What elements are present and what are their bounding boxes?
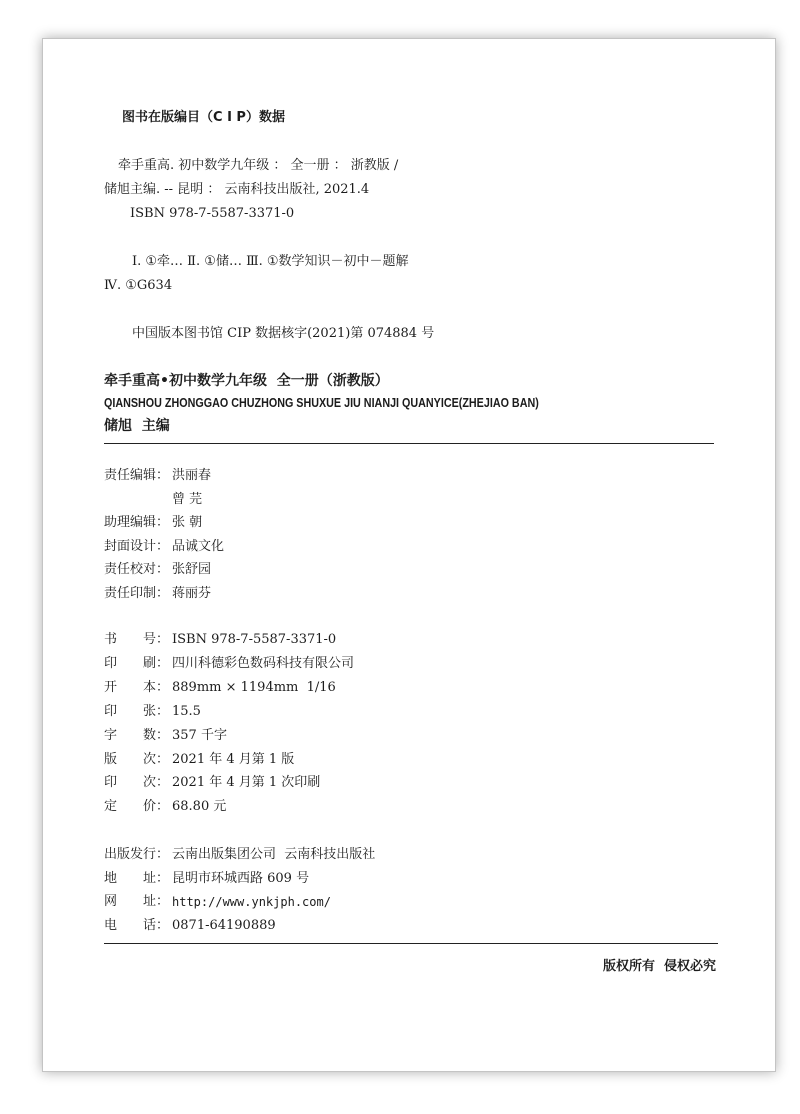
staff-row bbox=[104, 539, 224, 555]
spec-row bbox=[104, 728, 227, 744]
divider-bottom bbox=[104, 943, 718, 944]
spec-value: 15.5 bbox=[172, 704, 201, 719]
separator: ： bbox=[156, 799, 170, 814]
publisher-row bbox=[104, 894, 331, 910]
publisher-website: http://www.ynkjph.com/ bbox=[172, 895, 331, 909]
spec-row bbox=[104, 775, 320, 791]
spec-row bbox=[104, 632, 336, 648]
spec-label: 书号 bbox=[104, 632, 156, 647]
separator: ： bbox=[156, 752, 170, 767]
cip-record-number: 中国版本图书馆 CIP 数据核字(2021)第 074884 号 bbox=[132, 326, 435, 341]
staff-value: 张舒园 bbox=[172, 562, 212, 577]
spec-label: 版次 bbox=[104, 752, 156, 767]
separator: ： bbox=[156, 871, 170, 886]
separator: ： bbox=[156, 847, 170, 862]
separator: ： bbox=[156, 468, 170, 483]
staff-value: 蒋丽芬 bbox=[172, 586, 212, 601]
publisher-row bbox=[104, 871, 309, 887]
separator: ： bbox=[156, 775, 170, 790]
separator: ： bbox=[156, 680, 170, 695]
staff-row bbox=[104, 586, 211, 602]
publisher-value: 0871-64190889 bbox=[172, 918, 276, 933]
spec-row bbox=[104, 656, 354, 672]
publisher-label: 地址 bbox=[104, 871, 156, 886]
separator: ： bbox=[156, 632, 170, 647]
staff-label: 责任编辑 bbox=[104, 468, 157, 483]
staff-label: 封面设计 bbox=[104, 539, 157, 554]
staff-label: 责任校对 bbox=[104, 562, 157, 577]
spec-value: 2021 年 4 月第 1 次印刷 bbox=[172, 775, 321, 790]
cip-isbn: ISBN 978-7-5587-3371-0 bbox=[130, 206, 295, 221]
spec-row bbox=[104, 680, 336, 696]
staff-value: 洪丽春 bbox=[172, 468, 212, 483]
book-title-pinyin: QIANSHOU ZHONGGAO CHUZHONG SHUXUE JIU NIANJI QUANYICE(ZHEJIAO BAN) bbox=[104, 396, 539, 410]
publisher-label: 出版发行 bbox=[104, 847, 157, 862]
spec-label: 字数 bbox=[104, 728, 156, 743]
spec-value: 68.80 元 bbox=[172, 799, 227, 814]
cip-title-line: 牵手重高. 初中数学九年级 ： 全一册 ： 浙教版 / bbox=[118, 158, 399, 173]
staff-row bbox=[104, 515, 202, 531]
publisher-row bbox=[104, 847, 375, 863]
staff-label: 责任印制 bbox=[104, 586, 157, 601]
separator: ： bbox=[156, 586, 170, 601]
spec-value: ISBN 978-7-5587-3371-0 bbox=[172, 632, 337, 647]
divider-top bbox=[104, 443, 714, 444]
separator: ： bbox=[156, 515, 170, 530]
separator: ： bbox=[156, 562, 170, 577]
separator: ： bbox=[156, 728, 170, 743]
separator: ： bbox=[156, 704, 170, 719]
staff-value: 张 朝 bbox=[172, 515, 203, 530]
spec-label: 开本 bbox=[104, 680, 156, 695]
spec-row bbox=[104, 752, 294, 768]
staff-row bbox=[104, 468, 211, 484]
cip-classification-1: Ⅰ. ①牵… Ⅱ. ①储… Ⅲ. ①数学知识－初中－题解 bbox=[132, 254, 409, 269]
cip-heading: 图书在版编目（C I P）数据 bbox=[122, 110, 285, 125]
spec-value: 2021 年 4 月第 1 版 bbox=[172, 752, 295, 767]
spec-value: 889mm × 1194mm 1/16 bbox=[172, 680, 336, 695]
separator: ： bbox=[156, 539, 170, 554]
spec-row bbox=[104, 704, 201, 720]
publisher-label: 网址 bbox=[104, 894, 156, 909]
separator: ： bbox=[156, 918, 170, 933]
spec-label: 印次 bbox=[104, 775, 156, 790]
staff-value: 品诚文化 bbox=[172, 539, 225, 554]
staff-label: 助理编辑 bbox=[104, 515, 157, 530]
book-author: 储旭 主编 bbox=[104, 418, 170, 434]
copyright-notice: 版权所有 侵权必究 bbox=[602, 959, 716, 974]
spec-row bbox=[104, 799, 226, 815]
publisher-row bbox=[104, 918, 276, 934]
spec-label: 印刷 bbox=[104, 656, 156, 671]
separator: ： bbox=[156, 894, 170, 909]
spec-label: 印张 bbox=[104, 704, 156, 719]
cip-publisher-line: 储旭主编. -- 昆明 ： 云南科技出版社, 2021.4 bbox=[104, 182, 370, 197]
cip-classification-2: Ⅳ. ①G634 bbox=[104, 278, 173, 293]
separator: ： bbox=[156, 656, 170, 671]
publisher-value: 昆明市环城西路 609 号 bbox=[172, 871, 310, 886]
staff-row bbox=[104, 562, 211, 578]
publisher-value: 云南出版集团公司 云南科技出版社 bbox=[172, 847, 376, 862]
spec-value: 四川科德彩色数码科技有限公司 bbox=[172, 656, 355, 671]
book-title: 牵手重高•初中数学九年级 全一册（浙教版） bbox=[104, 373, 389, 389]
staff-value-second-editor: 曾 芫 bbox=[172, 492, 203, 507]
spec-label: 定价 bbox=[104, 799, 156, 814]
spec-value: 357 千字 bbox=[172, 728, 227, 743]
publisher-label: 电话 bbox=[104, 918, 156, 933]
